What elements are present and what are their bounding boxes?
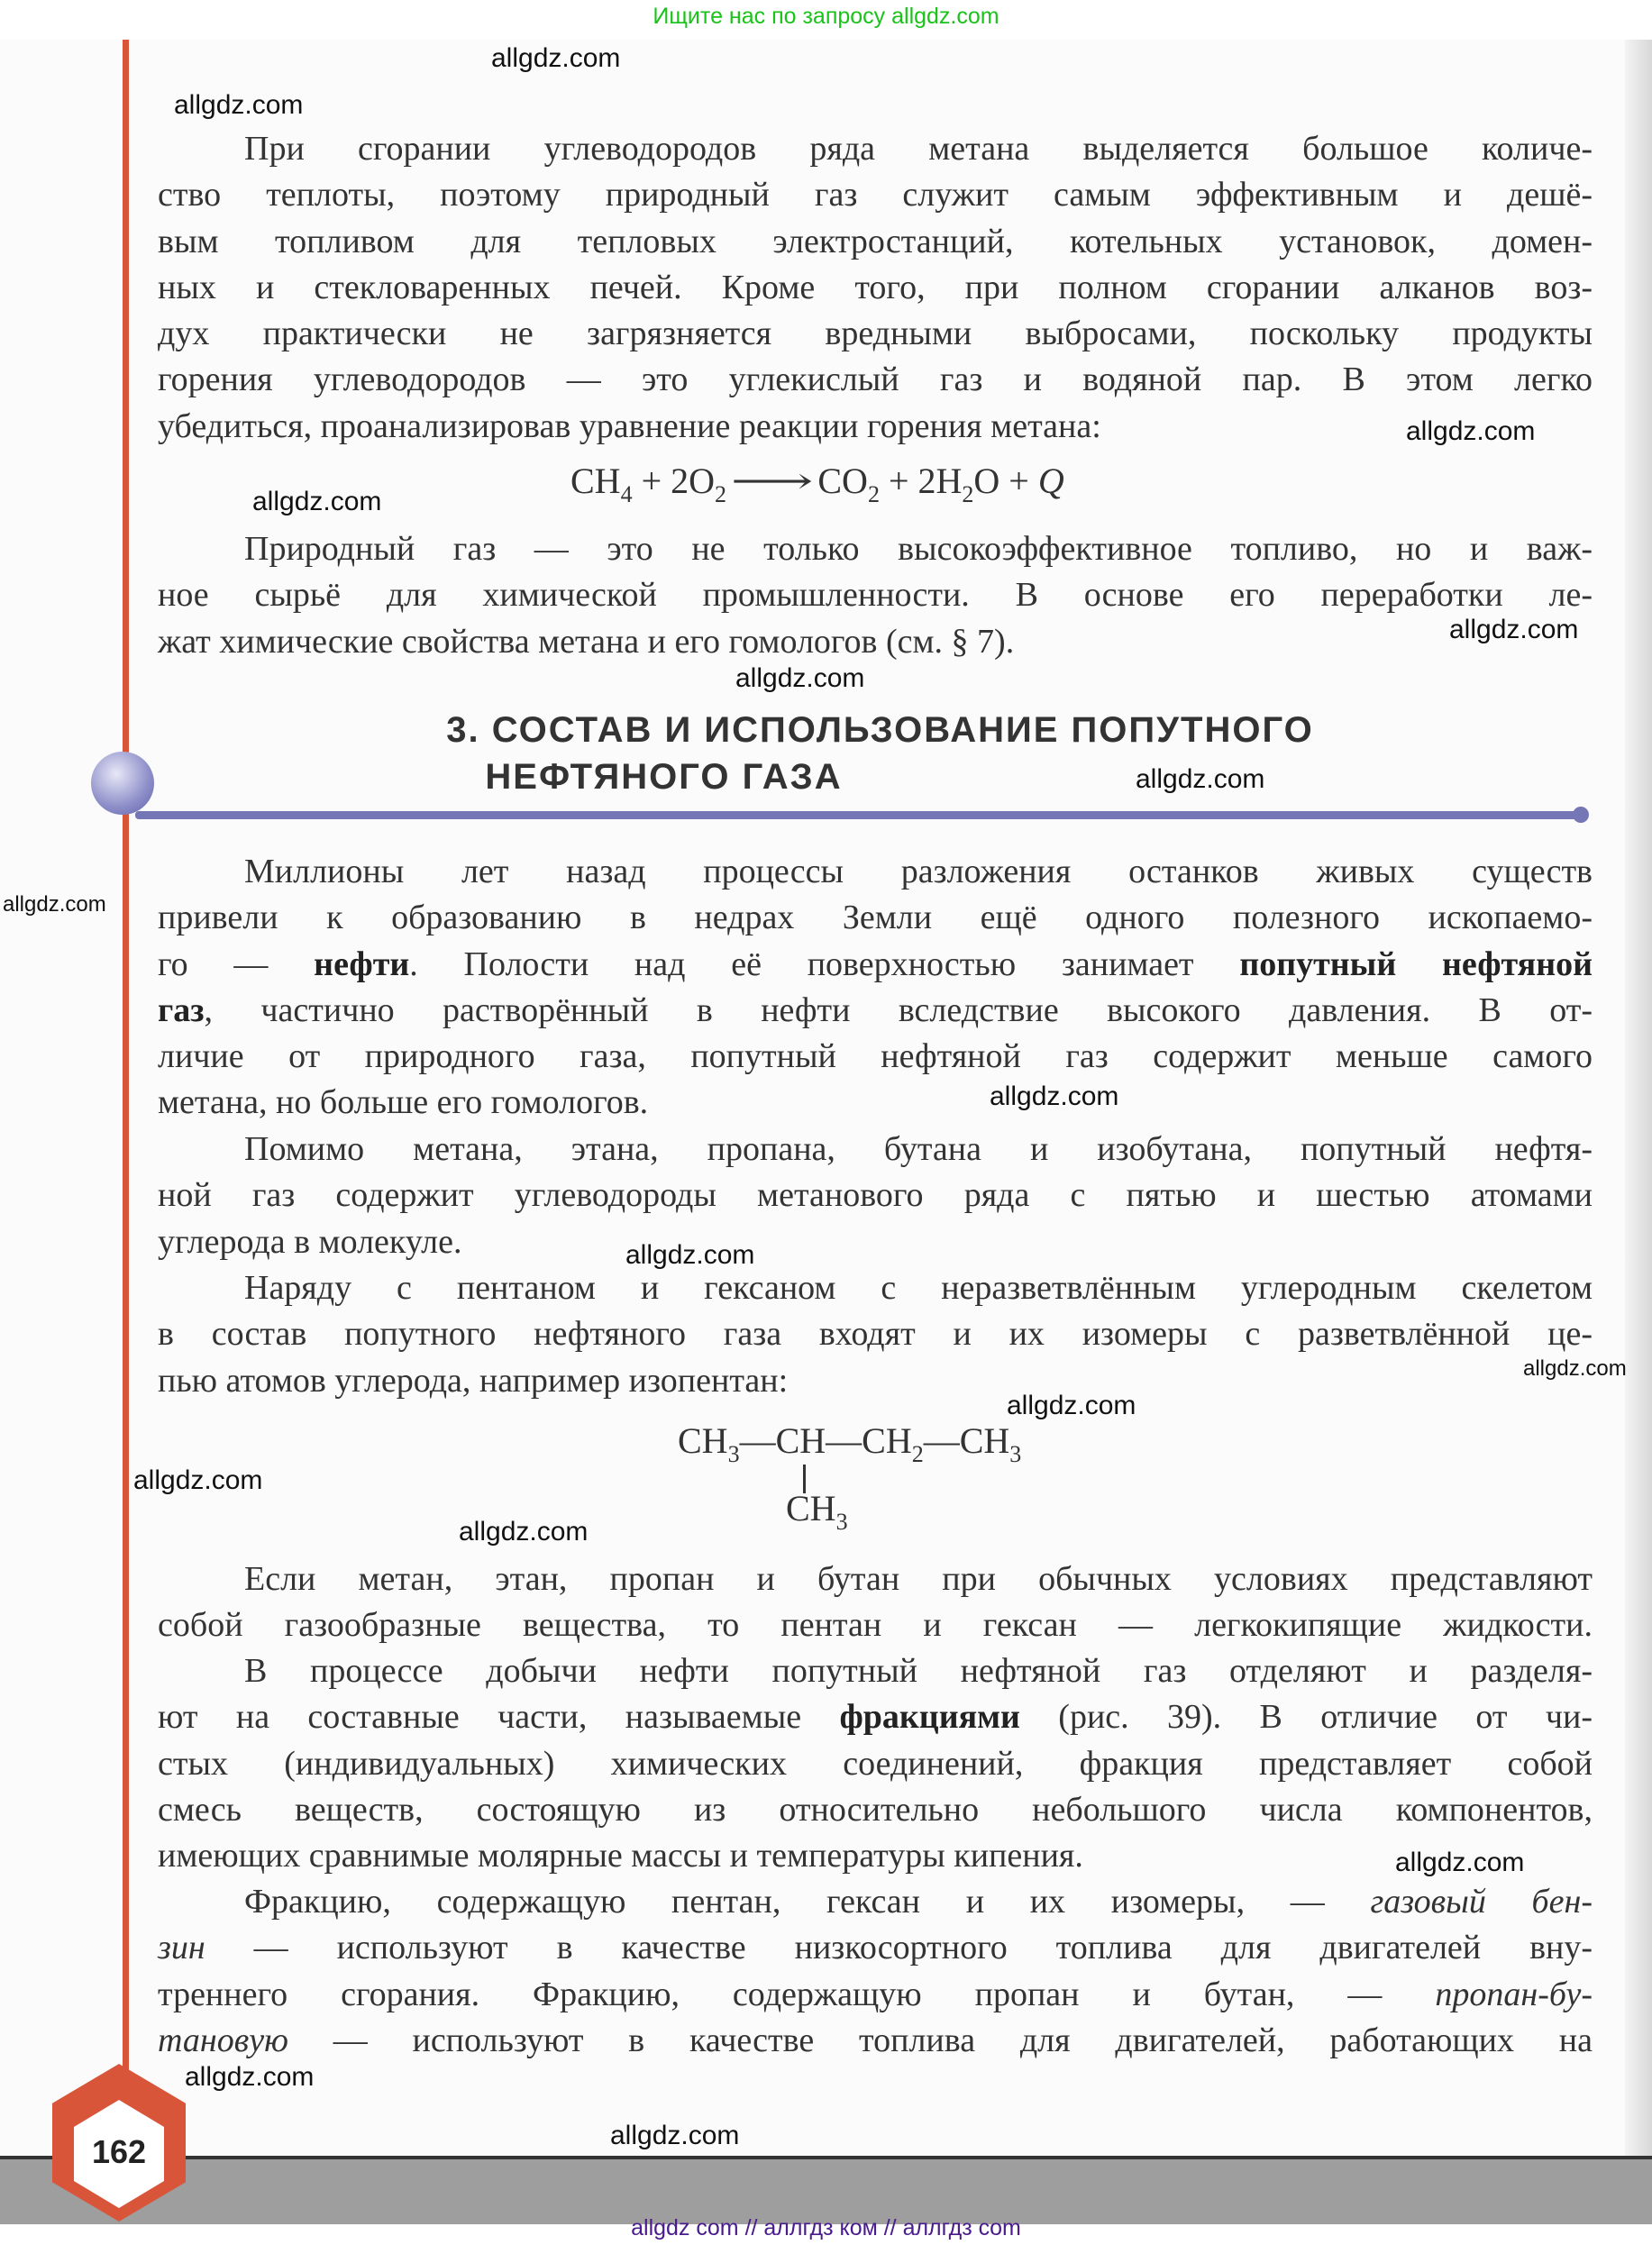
isopentane-branch: $CH_3$ bbox=[786, 1488, 848, 1535]
watermark: allgdz.com bbox=[1449, 615, 1579, 644]
paragraph-oil-origin: Миллионы лет назад процессы разложения останков живых существ привели к образованию в недрах Земли ещё одного полезного ископаемо- го — нефти. Полости над её поверхностью занимает попутный нефтяной газ, частично растворённый в нефти вследствие высокого давления. В от- личие от природного газа, попутный нефтяной газ содержит меньше самого метана, но больше его гомологов. bbox=[158, 853, 1593, 1122]
watermark: allgdz.com bbox=[3, 892, 106, 917]
watermark: allgdz.com bbox=[1406, 416, 1536, 446]
section-title-line2: НЕФТЯНОГО ГАЗА bbox=[485, 757, 843, 797]
page-number: 162 bbox=[91, 2133, 147, 2170]
watermark: allgdz.com bbox=[491, 43, 621, 73]
watermark: allgdz.com bbox=[1136, 764, 1265, 794]
reaction-arrow-icon: ⟶ bbox=[730, 461, 814, 501]
paragraph-homologs: Помимо метана, этана, пропана, бутана и изобутана, попутный нефтя- ной газ содержит углеводороды метанового ряда с пятью и шестью атомами углерода в молекуле. bbox=[158, 1130, 1593, 1261]
paragraph-states: Если метан, этан, пропан и бутан при обычных условиях представляют собой газообразные вещества, то пентан и гексан — легкокипящие жидкости. bbox=[158, 1560, 1593, 1645]
paragraph-isomers: Наряду с пентаном и гексаном с неразветвлённым углеродным скелетом в состав попутного нефтяного газа входят и их изомеры с разветвлённой це- пью атомов углерода, например изопентан: bbox=[158, 1269, 1593, 1400]
watermark: allgdz.com bbox=[459, 1517, 589, 1547]
isopentane-formula: $CH_3—CH—CH_2—CH_3$ bbox=[678, 1420, 1022, 1467]
paragraph-raw-material: Природный газ — это не только высокоэффективное топливо, но и важ- ное сырьё для химической промышленности. В основе его переработки ле- жат химические свойства метана и его гомологов (см. § 7). bbox=[158, 530, 1593, 661]
watermark: allgdz.com bbox=[185, 2062, 315, 2092]
watermark: allgdz.com bbox=[1007, 1391, 1136, 1420]
watermark: allgdz.com bbox=[990, 1081, 1119, 1111]
paragraph-fractions: В процессе добычи нефти попутный нефтяной газ отделяют и разделя- ют на составные части, называемые фракциями (рис. 39). В отличие от чи- стых (индивидуальных) химических соединений, фракция представляет собой смесь веществ, состоящую из относительно небольшого числа компонентов, имеющих сравнимые молярные массы и температуры кипения. bbox=[158, 1652, 1593, 1875]
page-edge bbox=[1625, 40, 1652, 2221]
watermark: allgdz.com bbox=[610, 2121, 740, 2150]
watermark: allgdz.com bbox=[252, 487, 382, 516]
watermark: allgdz.com bbox=[1523, 1356, 1627, 1381]
paragraph-gas-gasoline: Фракцию, содержащую пентан, гексан и их изомеры, — газовый бен- зин — используют в качестве низкосортного топлива для двигателей вну- треннего сгорания. Фракцию, содержащую пропан и бутан, — пропан-бу- тановую — используют в качестве топлива для двигателей, работающих на bbox=[158, 1883, 1593, 2059]
section-title-line1: 3. СОСТАВ И ИСПОЛЬЗОВАНИЕ ПОПУТНОГО bbox=[446, 710, 1314, 750]
section-divider bbox=[135, 811, 1582, 819]
bottom-banner: allgdz com // аллгдз ком // аллгдз com bbox=[631, 2215, 1021, 2240]
page-footer-bar bbox=[0, 2156, 1652, 2224]
margin-red-line bbox=[123, 40, 129, 2140]
watermark: allgdz.com bbox=[174, 90, 304, 120]
watermark: allgdz.com bbox=[1395, 1848, 1525, 1877]
methane-combustion-equation: $CH_4 + 2O_2$ ⟶ $CO_2 + 2H_2O + Q$ bbox=[570, 461, 1064, 507]
divider-end-dot bbox=[1573, 807, 1589, 823]
top-banner: Ищите нас по запросу allgdz.com bbox=[653, 4, 999, 29]
watermark: allgdz.com bbox=[735, 663, 865, 693]
paragraph-combustion: При сгорании углеводородов ряда метана выделяется большое количе- ство теплоты, поэтому природный газ служит самым эффективным и дешё- вым топливом для тепловых электростанций, котельных установок, домен- ных и стекловаренных печей. Кроме того, при полном сгорании алканов воз- дух практически не загрязняется вредными выбросами, поскольку продукты горения углеводородов — это углекислый газ и водяной пар. В этом легко убедиться, проанализировав уравнение реакции горения метана: bbox=[158, 130, 1593, 445]
watermark: allgdz.com bbox=[625, 1240, 755, 1270]
watermark: allgdz.com bbox=[133, 1465, 263, 1495]
